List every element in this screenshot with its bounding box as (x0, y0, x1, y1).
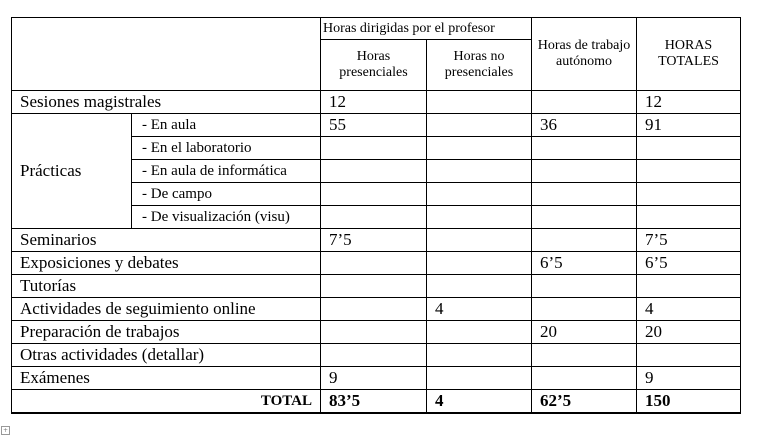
header-not-in-person: Horas no presenciales (427, 40, 532, 91)
total-label: TOTAL (12, 390, 321, 414)
cell-total: 20 (637, 321, 741, 344)
cell-autonomous (532, 183, 637, 206)
cell-in-person: 7’5 (321, 229, 427, 252)
cell-in-person (321, 298, 427, 321)
cell-in-person (321, 275, 427, 298)
total-total: 150 (637, 390, 741, 414)
row-label: Preparación de trabajos (12, 321, 321, 344)
cell-autonomous (532, 367, 637, 390)
cell-total (637, 137, 741, 160)
cell-total (637, 344, 741, 367)
cell-autonomous: 36 (532, 114, 637, 137)
row-label: Seminarios (12, 229, 321, 252)
cell-total (637, 183, 741, 206)
cell-in-person (321, 206, 427, 229)
header-row-1 (12, 18, 741, 40)
cell-total (637, 160, 741, 183)
cell-not-in-person (427, 252, 532, 275)
table-row (12, 114, 741, 137)
table-row (12, 321, 741, 344)
row-sublabel: - En el laboratorio (132, 137, 321, 160)
cell-total: 6’5 (637, 252, 741, 275)
cell-total: 9 (637, 367, 741, 390)
row-label: Otras actividades (detallar) (12, 344, 321, 367)
row-sublabel: - De campo (132, 183, 321, 206)
table-row (12, 298, 741, 321)
row-label: Exposiciones y debates (12, 252, 321, 275)
cell-not-in-person (427, 160, 532, 183)
cell-not-in-person (427, 137, 532, 160)
cell-not-in-person (427, 229, 532, 252)
table-row (12, 252, 741, 275)
cell-autonomous: 6’5 (532, 252, 637, 275)
cell-in-person: 9 (321, 367, 427, 390)
cell-autonomous (532, 160, 637, 183)
cell-autonomous (532, 298, 637, 321)
cell-autonomous (532, 91, 637, 114)
cell-total: 4 (637, 298, 741, 321)
cell-in-person (321, 344, 427, 367)
row-sublabel: - De visualización (visu) (132, 206, 321, 229)
cell-not-in-person (427, 91, 532, 114)
table-move-handle-icon[interactable]: + (2, 427, 9, 434)
total-row (12, 390, 741, 414)
cell-in-person: 12 (321, 91, 427, 114)
header-in-person: Horas presenciales (321, 40, 427, 91)
cell-not-in-person (427, 114, 532, 137)
cell-autonomous (532, 275, 637, 298)
cell-not-in-person (427, 206, 532, 229)
cell-in-person (321, 137, 427, 160)
row-label: Actividades de seguimiento online (12, 298, 321, 321)
total-not-in-person: 4 (427, 390, 532, 414)
cell-not-in-person: 4 (427, 298, 532, 321)
cell-in-person (321, 183, 427, 206)
cell-autonomous (532, 206, 637, 229)
row-sublabel: - En aula (132, 114, 321, 137)
header-total-hours: HORAS TOTALES (637, 18, 741, 91)
header-directed-hours: Horas dirigidas por el profesor (321, 18, 532, 40)
cell-not-in-person (427, 367, 532, 390)
header-corner (12, 18, 321, 91)
cell-autonomous (532, 229, 637, 252)
cell-in-person (321, 321, 427, 344)
cell-autonomous: 20 (532, 321, 637, 344)
row-label: Sesiones magistrales (12, 91, 321, 114)
row-group-label: Prácticas (12, 114, 132, 229)
cell-total: 7’5 (637, 229, 741, 252)
cell-autonomous (532, 137, 637, 160)
total-in-person: 83’5 (321, 390, 427, 414)
hours-table (11, 17, 741, 414)
cell-autonomous (532, 344, 637, 367)
table-row (12, 229, 741, 252)
cell-total (637, 275, 741, 298)
cell-in-person: 55 (321, 114, 427, 137)
cell-total: 91 (637, 114, 741, 137)
cell-not-in-person (427, 321, 532, 344)
table-row (12, 344, 741, 367)
row-label: Tutorías (12, 275, 321, 298)
total-autonomous: 62’5 (532, 390, 637, 414)
table-row (12, 91, 741, 114)
cell-total (637, 206, 741, 229)
cell-not-in-person (427, 275, 532, 298)
row-sublabel: - En aula de informática (132, 160, 321, 183)
cell-not-in-person (427, 183, 532, 206)
cell-not-in-person (427, 344, 532, 367)
cell-in-person (321, 252, 427, 275)
cell-in-person (321, 160, 427, 183)
row-label: Exámenes (12, 367, 321, 390)
header-autonomous: Horas de trabajo autónomo (532, 18, 637, 91)
table-row (12, 367, 741, 390)
table-row (12, 275, 741, 298)
cell-total: 12 (637, 91, 741, 114)
